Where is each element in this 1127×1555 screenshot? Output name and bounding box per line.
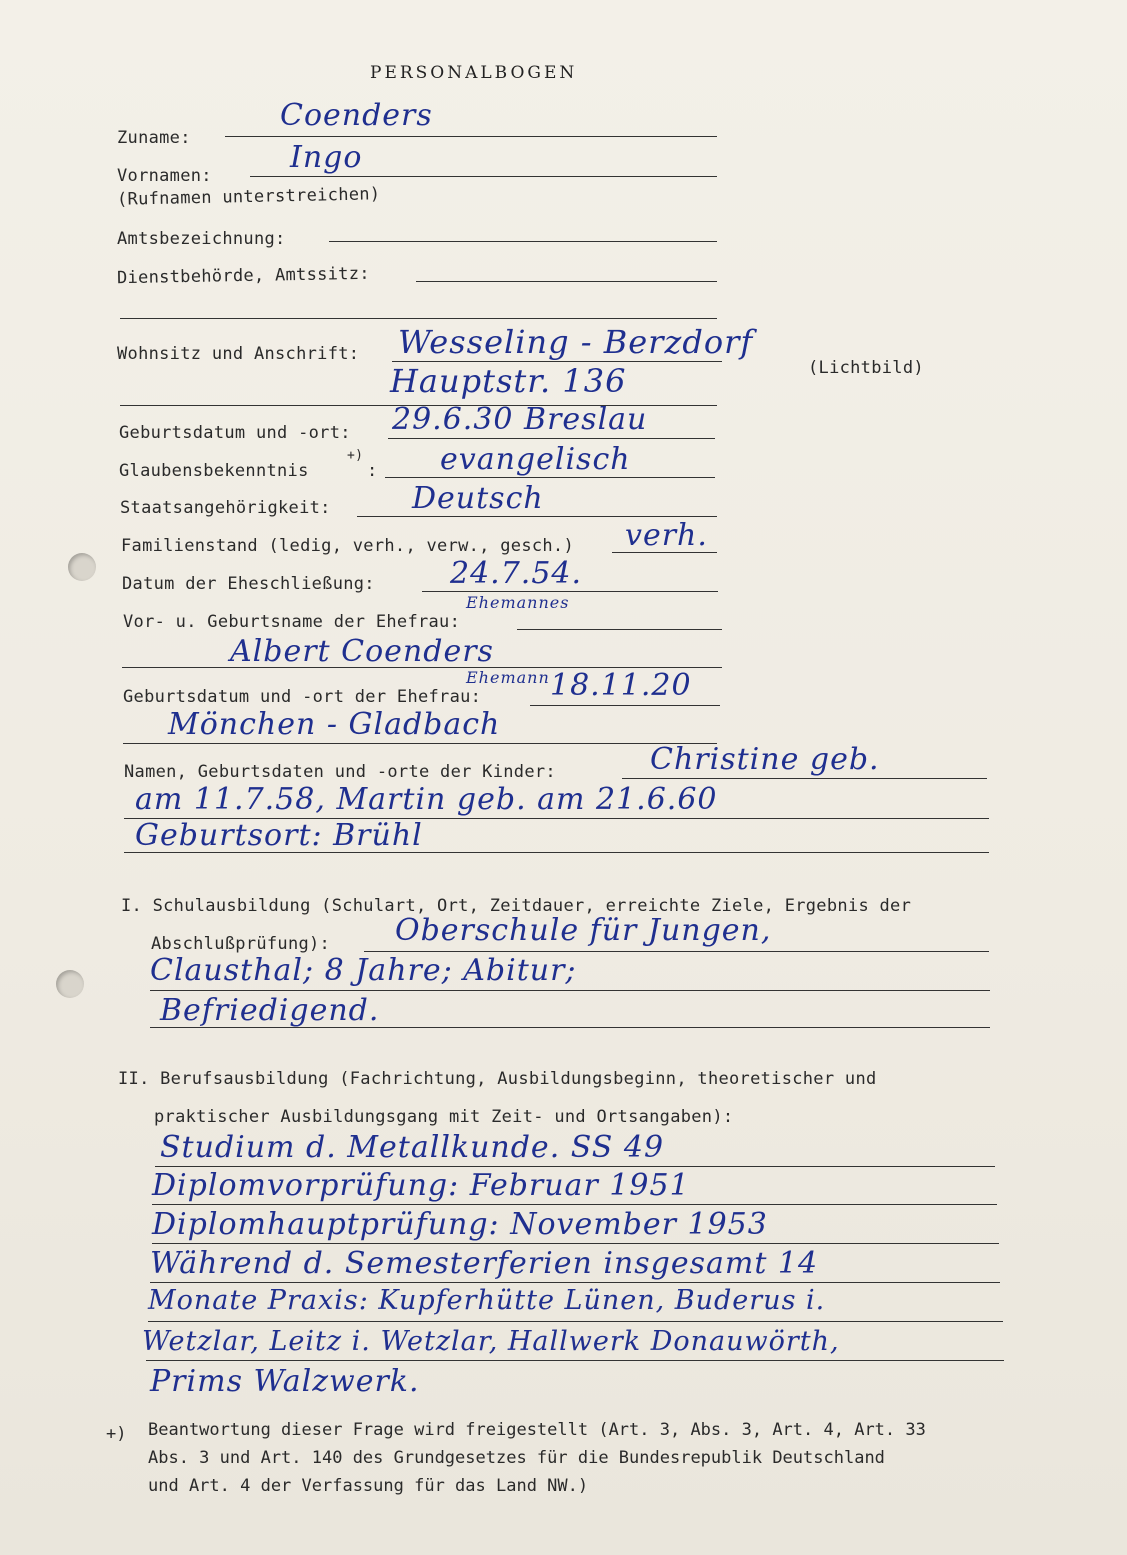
field-line [329,241,717,242]
field-line [146,1360,1004,1361]
geburtsdatum-value: 29.6.30 Breslau [392,402,648,437]
field-line [152,1204,997,1205]
field-line [150,1282,1000,1283]
label-ausbildungsgang: praktischer Ausbildungsgang mit Zeit- und Ortsangaben): [154,1107,734,1127]
field-line [364,951,989,952]
photo-placeholder-label: (Lichtbild) [808,358,924,378]
label-datum-eheschliessung: Datum der Eheschließung: [122,574,375,594]
beruf-value-5: Monate Praxis: Kupferhütte Lünen, Buderus i. [148,1285,826,1316]
field-line [530,705,720,706]
field-line [622,778,987,779]
field-line [388,438,715,439]
schul-value-1: Oberschule für Jungen, [395,913,772,948]
section-berufsausbildung-heading: II. Berufsausbildung (Fachrichtung, Ausbildungsbeginn, theoretischer und [118,1069,877,1089]
section-schulausbildung-heading: I. Schulausbildung (Schulart, Ort, Zeitdauer, erreichte Ziele, Ergebnis der [121,896,912,916]
wohnsitz-value: Wesseling - Berzdorf [398,323,754,361]
field-line [517,629,722,630]
field-line [150,990,990,991]
label-glaubensbekenntnis: Glaubensbekenntnis [119,461,309,481]
schul-value-2: Clausthal; 8 Jahre; Abitur; [150,953,577,988]
label-abschlusspruefung: Abschlußprüfung): [151,934,331,954]
field-line [422,591,718,592]
label-geburtsdatum: Geburtsdatum und -ort: [119,423,351,443]
ehegatte-geburtsdatum-value: 18.11.20 [550,668,692,703]
field-line [120,318,717,319]
correction-ehemannes: Ehemannes [466,593,570,612]
label-amtsbezeichnung: Amtsbezeichnung: [117,229,286,249]
field-line [250,176,717,177]
label-familienstand: Familienstand (ledig, verh., verw., gesch.) [121,536,574,556]
kinder-value-3: Geburtsort: Brühl [135,818,423,853]
correction-ehemann: Ehemann [466,668,550,687]
staatsangehoerigkeit-value: Deutsch [412,481,544,516]
ehegatte-geburtsort-value: Mönchen - Gladbach [168,707,501,742]
field-line [225,136,717,137]
field-line [123,743,717,744]
label-geburtsdatum-ehefrau: Geburtsdatum und -ort der Ehefrau: [123,687,482,707]
kinder-value-2: am 11.7.58, Martin geb. am 21.6.60 [135,782,718,817]
beruf-value-7: Prims Walzwerk. [150,1364,420,1399]
field-line [155,1166,995,1167]
label-dienstbehoerde: Dienstbehörde, Amtssitz: [116,263,370,289]
label-colon: : [367,461,378,481]
footnote-marker: +) [347,448,364,463]
field-line [416,281,717,282]
field-line [357,516,717,517]
footnote-marker: +) [106,1424,127,1444]
anschrift-value: Hauptstr. 136 [390,362,627,400]
label-wohnsitz: Wohnsitz und Anschrift: [117,344,360,364]
familienstand-value: verh. [625,518,708,553]
beruf-value-2: Diplomvorprüfung: Februar 1951 [152,1168,690,1203]
label-kinder: Namen, Geburtsdaten und -orte der Kinder: [124,762,556,782]
label-vor-geburtsname: Vor- u. Geburtsname der Ehefrau: [123,612,461,632]
field-line [385,477,715,478]
footnote-line-2: Abs. 3 und Art. 140 des Grundgesetzes für die Bundesrepublik Deutschland [148,1448,885,1468]
eheschliessung-value: 24.7.54. [450,556,583,591]
beruf-value-6: Wetzlar, Leitz i. Wetzlar, Hallwerk Donauwörth, [142,1326,840,1357]
beruf-value-4: Während d. Semesterferien insgesamt 14 [150,1246,819,1281]
zuname-value: Coenders [280,98,433,133]
field-line [152,1243,999,1244]
beruf-value-3: Diplomhauptprüfung: November 1953 [152,1207,768,1242]
kinder-value-1: Christine geb. [650,742,880,777]
glaubensbekenntnis-value: evangelisch [440,442,631,477]
label-vornamen: Vornamen: [117,166,212,186]
schul-value-3: Befriedigend. [160,993,380,1028]
vornamen-value: Ingo [290,140,363,175]
beruf-value-1: Studium d. Metallkunde. SS 49 [160,1130,665,1165]
label-zuname: Zuname: [117,128,191,148]
field-line [148,1321,1003,1322]
punch-hole [68,553,96,581]
footnote-line-3: und Art. 4 der Verfassung für das Land NW.) [148,1476,589,1496]
label-staatsangehoerigkeit: Staatsangehörigkeit: [120,498,331,518]
ehegatte-name-value: Albert Coenders [230,634,494,669]
punch-hole [56,970,84,998]
label-rufnamen: (Rufnamen unterstreichen) [116,184,381,210]
page-title: PERSONALBOGEN [370,63,578,83]
footnote-line-1: Beantwortung dieser Frage wird freigestellt (Art. 3, Abs. 3, Art. 4, Art. 33 [148,1420,926,1440]
